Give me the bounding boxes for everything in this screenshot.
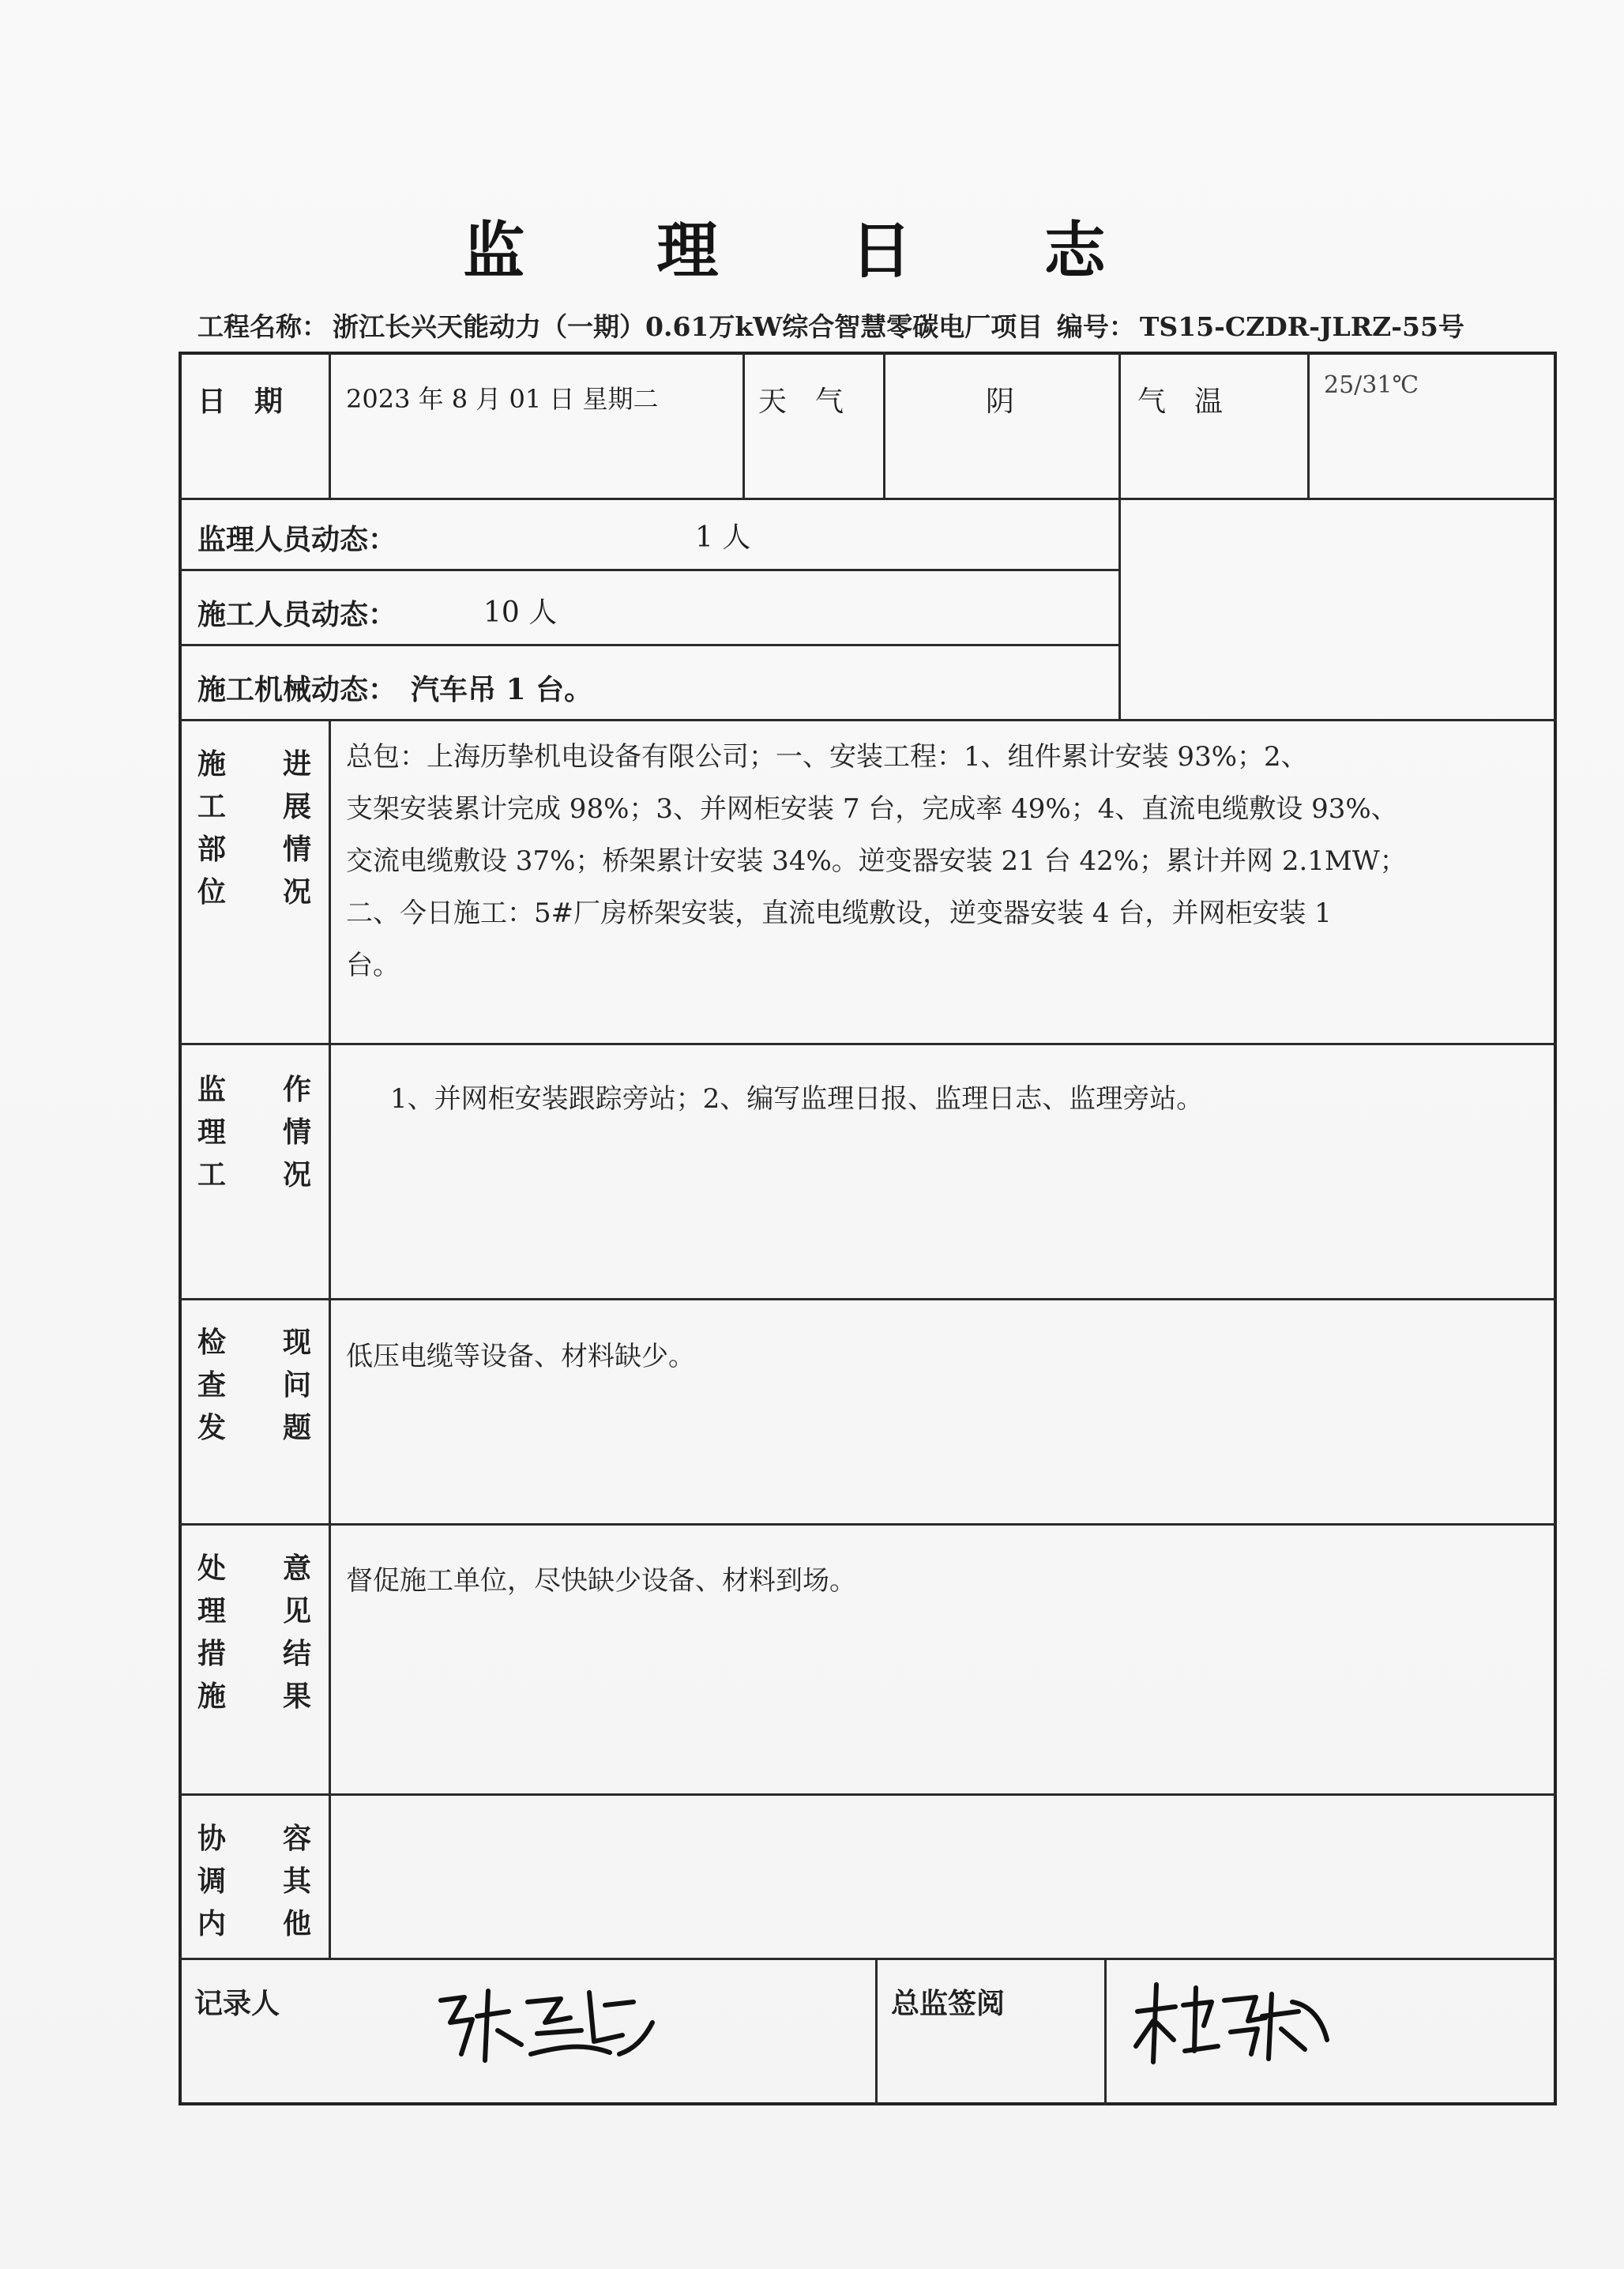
label-char: 见	[282, 1594, 311, 1627]
label-char: 施	[197, 747, 226, 781]
label-char: 况	[282, 1158, 311, 1191]
progress-line: 支架安装累计完成 98%；3、并网柜安装 7 台，完成率 49%；4、直流电缆敷设 93%、	[346, 793, 1398, 825]
label-char: 情	[282, 833, 311, 866]
label-char: 进	[282, 747, 311, 781]
label-char: 查	[197, 1368, 226, 1402]
supervisor-staff-label: 监理人员动态：	[197, 523, 397, 556]
row-divider	[179, 644, 1118, 646]
project-label: 工程名称：	[197, 311, 328, 342]
supervision-section-label	[194, 1068, 321, 1210]
label-char: 果	[282, 1680, 311, 1713]
label-char: 理	[197, 1594, 226, 1627]
label-char: 调	[197, 1864, 226, 1898]
row-divider	[179, 1043, 1557, 1045]
label-char: 处	[197, 1552, 226, 1585]
recorder-label: 记录人	[194, 1987, 280, 2020]
row-divider	[179, 1793, 1557, 1796]
supervisor-staff-value: 1 人	[695, 521, 751, 554]
row-divider	[179, 569, 1118, 571]
handling-content	[346, 1558, 1543, 1604]
worker-staff-value: 10 人	[483, 596, 558, 629]
row-divider	[179, 1298, 1557, 1300]
label-char: 内	[197, 1907, 226, 1940]
col-divider	[1118, 352, 1121, 719]
label-char: 发	[197, 1411, 226, 1444]
supervision-content	[390, 1076, 1543, 1122]
page-title: 监 理 日 志	[463, 215, 1161, 287]
date-value: 2023 年 8 月 01 日 星期二	[346, 384, 659, 414]
col-divider	[875, 1958, 878, 2105]
progress-line: 总包：上海历挚机电设备有限公司；一、安装工程：1、组件累计安装 93%；2、	[346, 741, 1308, 773]
label-char: 结	[282, 1637, 311, 1670]
label-char: 工	[197, 790, 226, 823]
label-char: 容	[282, 1822, 311, 1855]
recorder-signature	[427, 1967, 664, 2086]
label-char: 协	[197, 1822, 226, 1855]
weather-value: 阴	[986, 386, 1015, 418]
label-char: 情	[282, 1116, 311, 1149]
row-divider	[179, 1958, 1557, 1960]
machinery-value: 汽车吊 1 台。	[411, 673, 593, 706]
row-divider	[179, 719, 1557, 721]
col-divider	[883, 352, 885, 498]
supervision-line: 1、并网柜安装跟踪旁站；2、编写监理日报、监理日志、监理旁站。	[390, 1083, 1204, 1115]
progress-content	[346, 731, 1543, 992]
issues-line: 低压电缆等设备、材料缺少。	[346, 1341, 695, 1372]
row-divider	[179, 498, 1557, 500]
label-char: 部	[197, 833, 226, 866]
col-divider	[1104, 1958, 1107, 2105]
serial-value: TS15-CZDR-JLRZ-55号	[1139, 311, 1464, 342]
progress-line: 二、今日施工：5#厂房桥架安装，直流电缆敷设，逆变器安装 4 台，并网柜安装 1	[346, 897, 1332, 929]
project-info-line	[197, 307, 1501, 344]
label-char: 况	[282, 875, 311, 909]
label-char: 其	[282, 1864, 311, 1898]
weather-label: 天 气	[758, 386, 844, 418]
col-divider	[329, 352, 331, 498]
worker-staff-label: 施工人员动态：	[197, 598, 397, 631]
label-char: 位	[197, 875, 226, 909]
progress-section-label	[194, 743, 321, 932]
issues-section-label	[194, 1321, 321, 1463]
project-name: 浙江长兴天能动力（一期）0.61万kW综合智慧零碳电厂项目	[333, 311, 1043, 342]
row-divider	[179, 1523, 1557, 1526]
label-char: 题	[282, 1411, 311, 1444]
label-char: 问	[282, 1368, 311, 1402]
label-char: 监	[197, 1073, 226, 1106]
progress-line: 台。	[346, 950, 400, 981]
label-char: 意	[282, 1552, 311, 1585]
label-char: 理	[197, 1116, 226, 1149]
machinery-label: 施工机械动态：	[197, 673, 397, 706]
chief-review-label: 总监签阅	[891, 1987, 1006, 2020]
label-char: 工	[197, 1158, 226, 1191]
col-divider	[742, 352, 745, 498]
label-char: 检	[197, 1326, 226, 1359]
label-char: 作	[282, 1073, 311, 1106]
other-section-label	[194, 1817, 321, 1951]
label-char: 施	[197, 1680, 226, 1713]
handling-line: 督促施工单位，尽快缺少设备、材料到场。	[346, 1565, 856, 1597]
issues-content	[346, 1334, 1543, 1379]
chief-signature	[1130, 1974, 1335, 2076]
progress-line: 交流电缆敷设 37%；桥架累计安装 34%。逆变器安装 21 台 42%；累计并网 2.1MW；	[346, 845, 1407, 877]
temperature-label: 气 温	[1137, 386, 1224, 418]
label-char: 措	[197, 1637, 226, 1670]
date-label: 日 期	[197, 385, 284, 418]
label-char: 展	[282, 790, 311, 823]
handling-section-label	[194, 1547, 321, 1729]
label-char: 他	[282, 1907, 311, 1940]
col-divider	[329, 719, 331, 1958]
serial-label: 编号：	[1056, 311, 1135, 342]
temperature-value: 25/31℃	[1324, 371, 1419, 399]
col-divider	[1307, 352, 1310, 498]
label-char: 现	[282, 1326, 311, 1359]
